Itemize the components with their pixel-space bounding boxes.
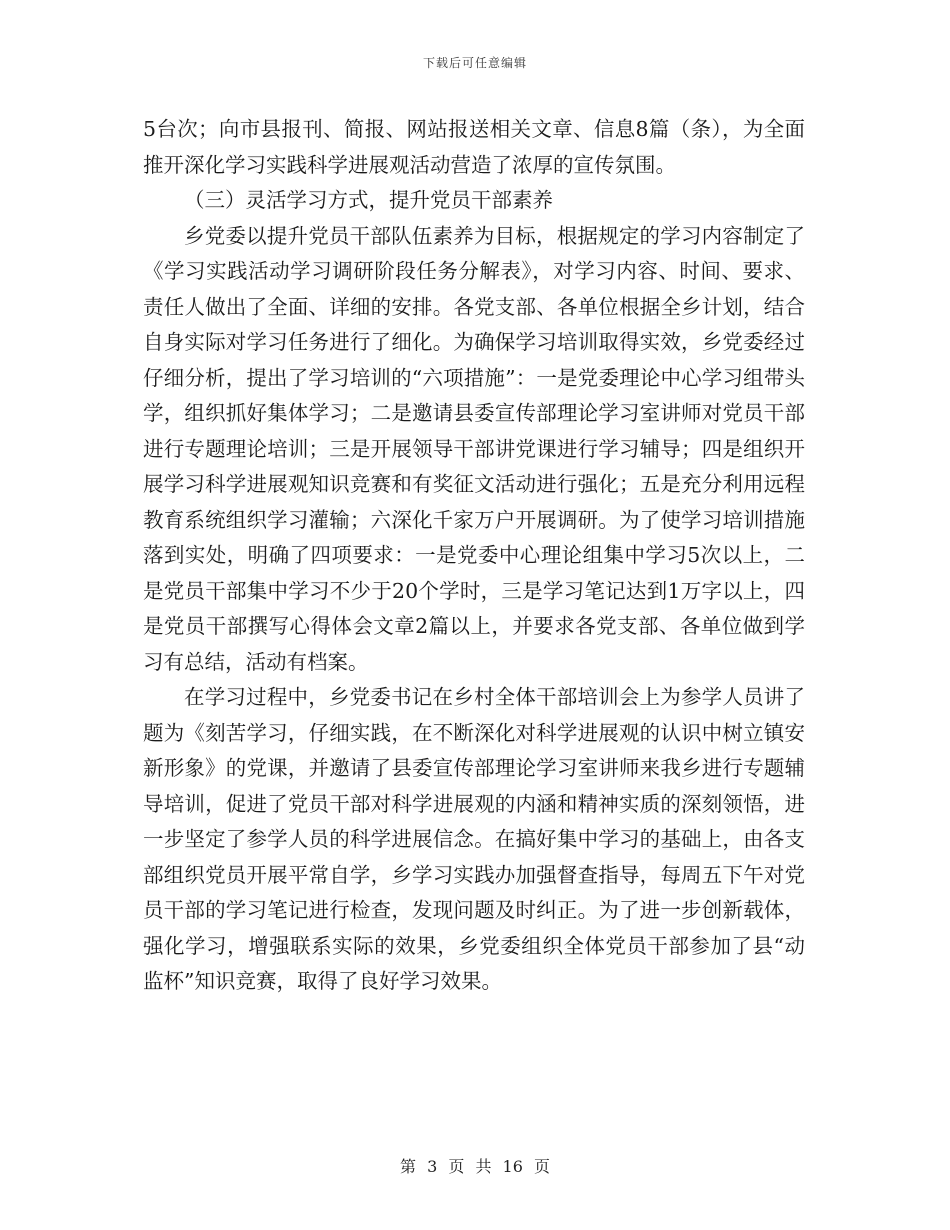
page-number: 第 3 页 共 16 页 — [400, 1157, 550, 1176]
paragraph: 乡党委以提升党员干部队伍素养为目标，根据规定的学习内容制定了《学习实践活动学习调研阶段任务分解表》，对学习内容、时间、要求、责任人做出了全面、详细的安排。各党支部、各单位根据全乡计划，结合自身实际对学习任务进行了细化。为确保学习培训取得实效，乡党委经过仔细分析，提出了学习培训的“六项措施”：一是党委理论中心学习组带头学，组织抓好集体学习；二是邀请县委宣传部理论学习室讲师对党员干部进行专题理论培训；三是开展领导干部讲党课进行学习辅导；四是组织开展学习科学进展观知识竞赛和有奖征文活动进行强化；五是充分利用远程教育系统组织学习灌输；六深化千家万户开展调研。为了使学习培训措施落到实处，明确了四项要求：一是党委中心理论组集中学习5次以上，二是党员干部集中学习不少于20个学时，三是学习笔记达到1万字以上，四是党员干部撰写心得体会文章2篇以上，并要求各党支部、各单位做到学习有总结，活动有档案。 — [143, 223, 805, 674]
section-heading: （三）灵活学习方式，提升党员干部素养 — [184, 188, 553, 212]
document-body — [143, 112, 805, 1000]
paragraph: 在学习过程中，乡党委书记在乡村全体干部培训会上为参学人员讲了题为《刻苦学习，仔细实践，在不断深化对科学进展观的认识中树立镇安新形象》的党课，并邀请了县委宣传部理论学习室讲师来我乡进行专题辅导培训，促进了党员干部对科学进展观的内涵和精神实质的深刻领悟，进一步坚定了参学人员的科学进展信念。在搞好集中学习的基础上，由各支部组织党员开展平常自学，乡学习实践办加强督查指导，每周五下午对党员干部的学习笔记进行检查，发现问题及时纠正。为了进一步创新载体，强化学习，增强联系实际的效果，乡党委组织全体党员干部参加了县“动监杯”知识竞赛，取得了良好学习效果。 — [143, 685, 805, 993]
page-header: 下载后可任意编辑 — [422, 56, 527, 70]
paragraph-continuation: 5台次；向市县报刊、简报、网站报送相关文章、信息8篇（条），为全面推开深化学习实践科学进展观活动营造了浓厚的宣传氛围。 — [143, 117, 805, 177]
